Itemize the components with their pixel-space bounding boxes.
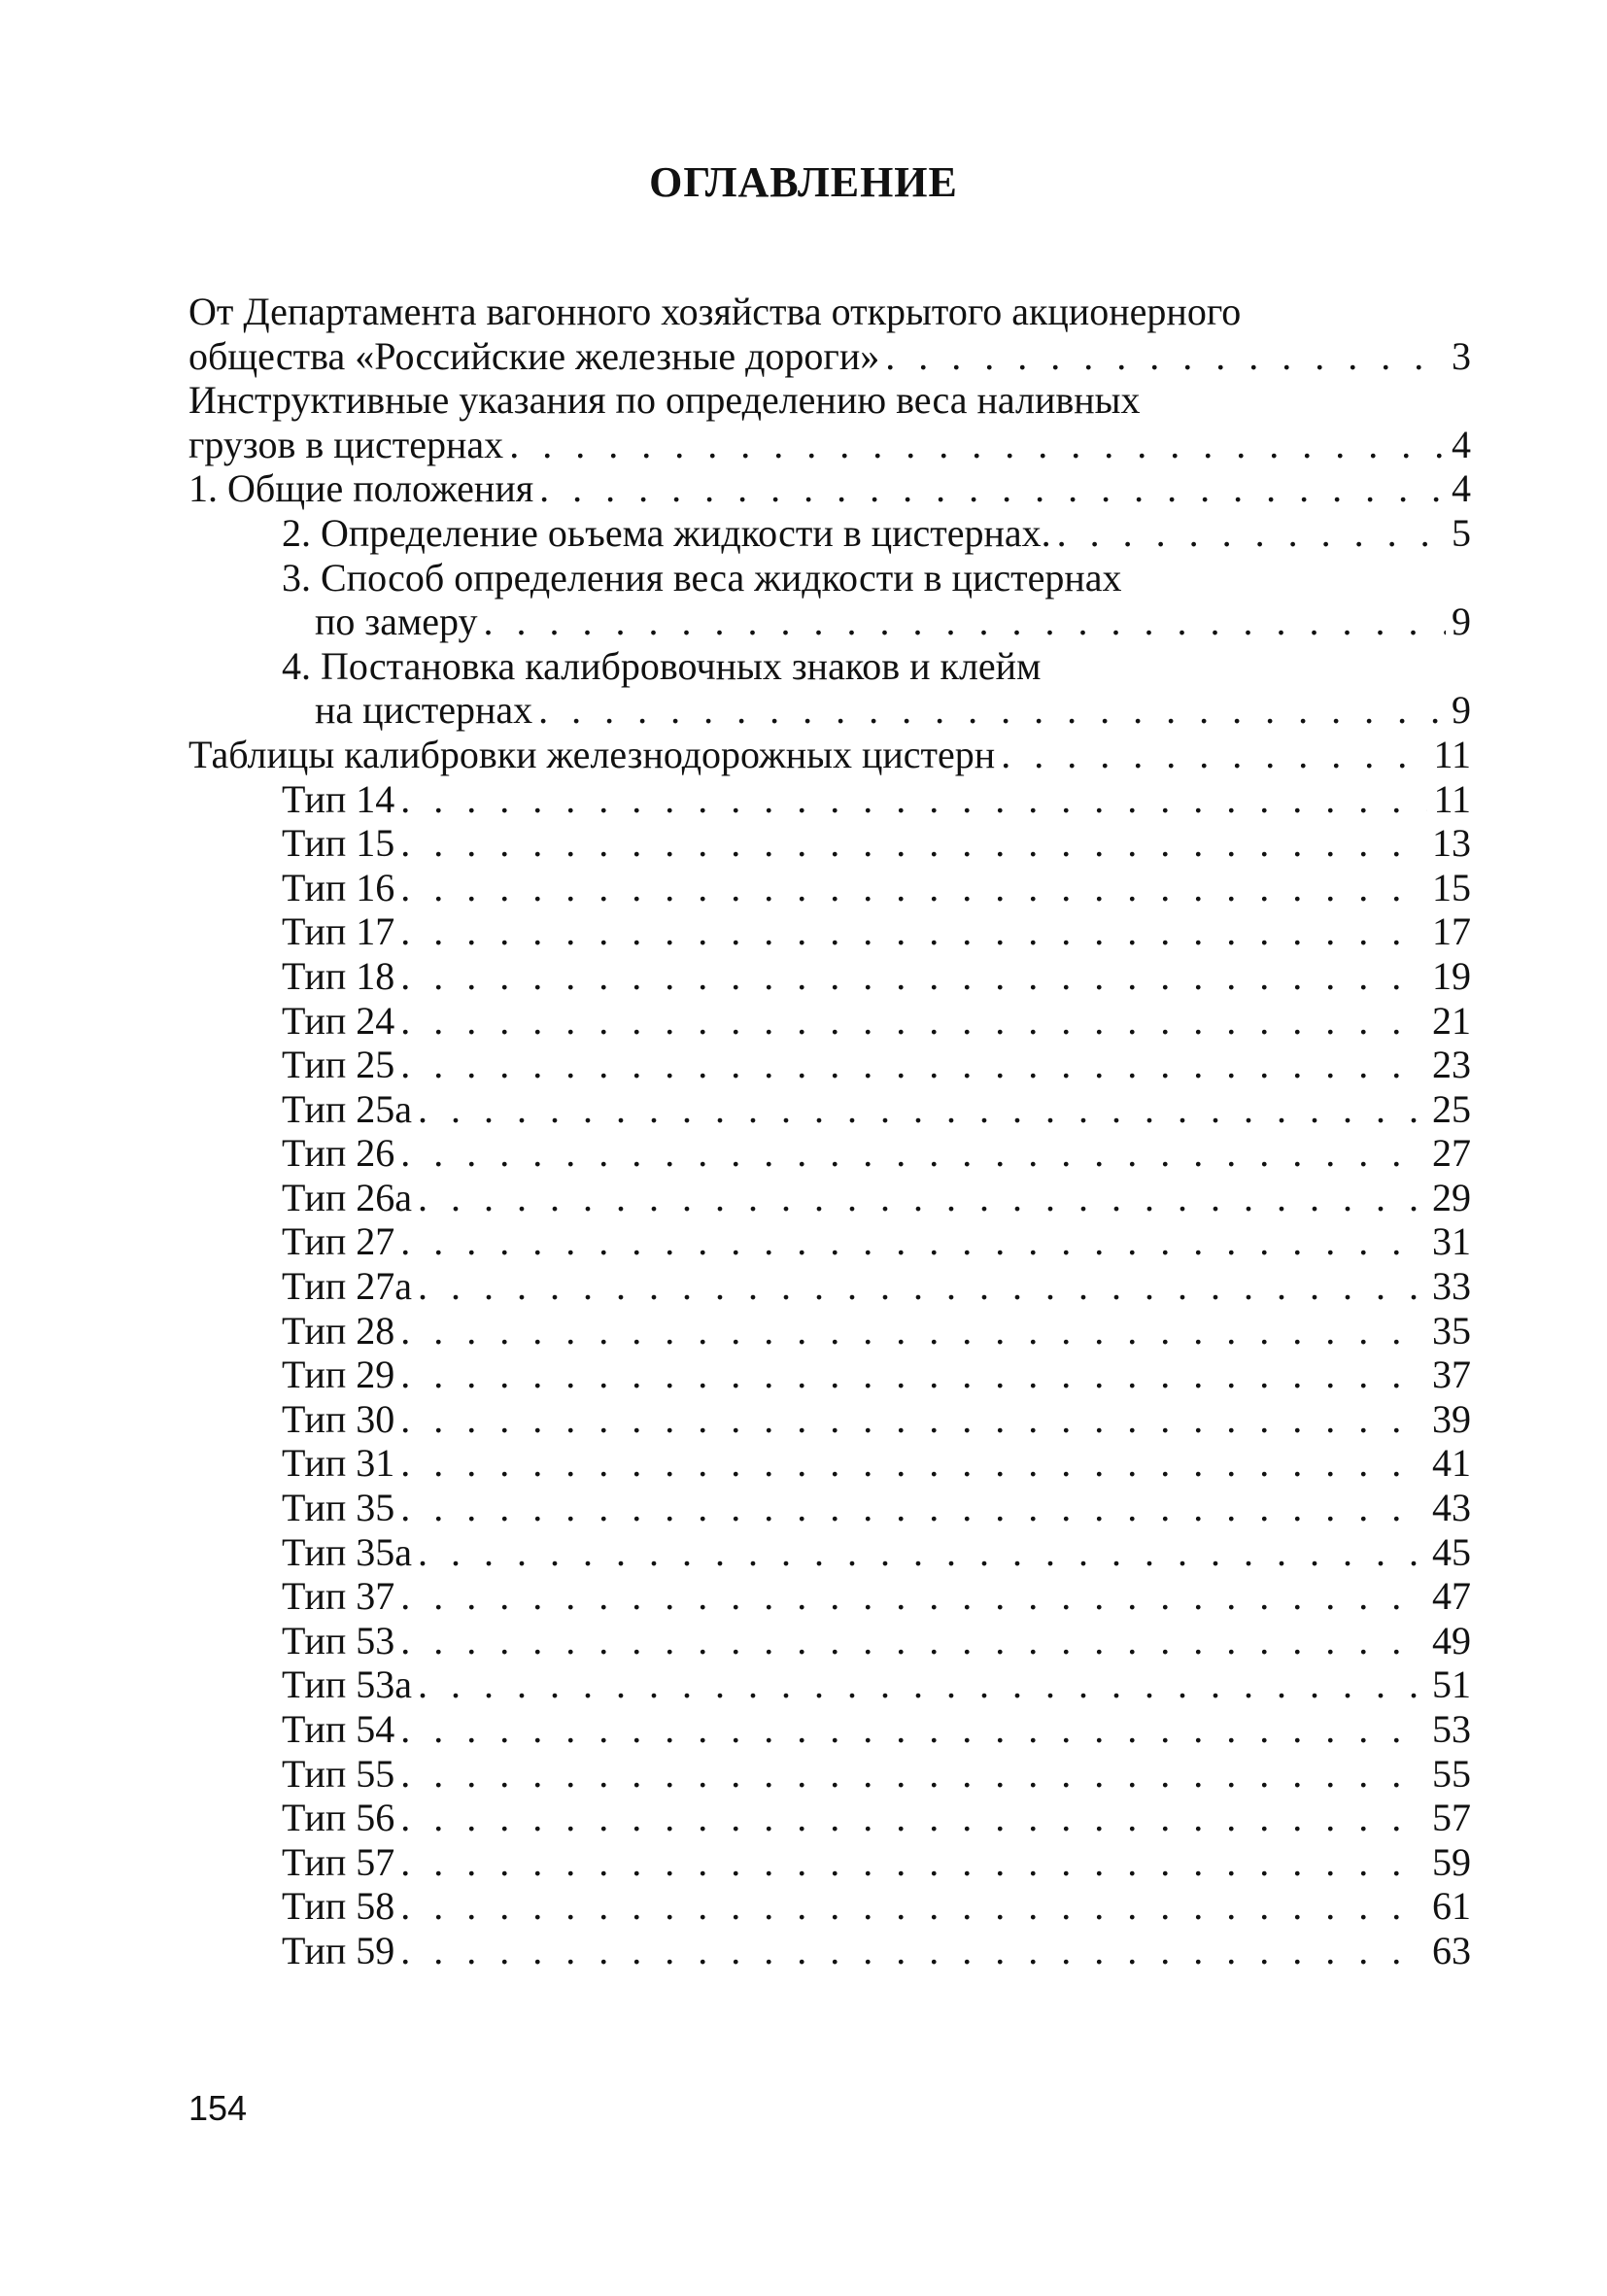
toc-entry-type[interactable] xyxy=(188,1707,1471,1752)
toc-entry-type[interactable] xyxy=(188,1219,1471,1264)
toc-entry-section-4[interactable] xyxy=(188,688,1471,733)
toc-page-number: 63 xyxy=(1432,1928,1471,1972)
toc-page-number: 4 xyxy=(1452,422,1471,466)
toc-entry-text: 4. Постановка калибровочных знаков и клейм xyxy=(282,643,1042,688)
toc-entry-text: Тип 26 xyxy=(282,1131,395,1176)
type-list xyxy=(188,777,1471,1973)
toc-entry-section-1[interactable] xyxy=(188,466,1471,511)
dot-leader xyxy=(400,1796,1426,1840)
toc-page-number: 41 xyxy=(1432,1441,1471,1486)
dot-leader xyxy=(418,1087,1426,1132)
toc-page-number: 5 xyxy=(1452,510,1471,555)
toc-page-number: 17 xyxy=(1432,909,1471,954)
toc-entry-text: Тип 25а xyxy=(282,1086,413,1131)
toc-entry-type[interactable] xyxy=(188,1309,1471,1354)
toc-entry-type[interactable] xyxy=(188,1929,1471,1973)
toc-entry-text: Тип 53а xyxy=(282,1662,413,1707)
toc-entry-text: 2. Определение оьъема жидкости в цистернах. xyxy=(282,510,1051,555)
toc-page-number: 61 xyxy=(1432,1884,1471,1929)
toc-entry-section-3-line1 xyxy=(188,556,1471,600)
dot-leader xyxy=(400,1929,1426,1973)
toc-entry-instructions-line1 xyxy=(188,378,1471,423)
toc-page-number: 29 xyxy=(1432,1175,1471,1219)
toc-entry-text: общества «Российские железные дороги» xyxy=(188,333,880,378)
toc-entry-text: Тип 59 xyxy=(282,1928,395,1972)
dot-leader xyxy=(400,866,1426,910)
dot-leader xyxy=(418,1530,1426,1575)
toc-entry-text: Тип 57 xyxy=(282,1839,395,1884)
toc-entry-text: Тип 30 xyxy=(282,1396,395,1441)
toc-page-number: 27 xyxy=(1432,1131,1471,1176)
toc-entry-text: Тип 58 xyxy=(282,1884,395,1929)
toc-entry-type[interactable] xyxy=(188,1176,1471,1220)
toc-entry-text: Тип 28 xyxy=(282,1308,395,1353)
dot-leader xyxy=(400,1309,1426,1354)
toc-entry-text: Тип 37 xyxy=(282,1574,395,1619)
toc-page-number: 31 xyxy=(1432,1219,1471,1264)
toc-entry-text: Тип 17 xyxy=(282,909,395,954)
toc-entry-type[interactable] xyxy=(188,1619,1471,1663)
toc-entry-type[interactable] xyxy=(188,1486,1471,1530)
toc-page-number: 45 xyxy=(1432,1529,1471,1574)
toc-page-number: 57 xyxy=(1432,1796,1471,1840)
toc-entry-type[interactable] xyxy=(188,909,1471,954)
toc-page-number: 47 xyxy=(1432,1574,1471,1619)
toc-page-number: 11 xyxy=(1433,732,1471,776)
toc-entry-text: Тип 55 xyxy=(282,1751,395,1796)
toc-page-number: 33 xyxy=(1432,1264,1471,1309)
toc-entry-intro-line1 xyxy=(188,290,1471,334)
toc-entry-type[interactable] xyxy=(188,1264,1471,1309)
toc-entry-type[interactable] xyxy=(188,1574,1471,1619)
toc-entry-section-3[interactable] xyxy=(188,600,1471,644)
dot-leader xyxy=(509,423,1446,467)
toc-entry-type[interactable] xyxy=(188,1796,1471,1840)
dot-leader xyxy=(418,1176,1426,1220)
dot-leader xyxy=(1057,511,1446,556)
toc-entry-type[interactable] xyxy=(188,821,1471,866)
toc-entry-instructions[interactable] xyxy=(188,423,1471,467)
dot-leader xyxy=(400,909,1426,954)
toc-page-number: 15 xyxy=(1432,865,1471,909)
toc-entry-text: Тип 35а xyxy=(282,1529,413,1574)
toc-page-number: 21 xyxy=(1432,998,1471,1043)
toc-entry-type[interactable] xyxy=(188,1131,1471,1176)
toc-page-number: 59 xyxy=(1432,1839,1471,1884)
page-title: ОГЛАВЛЕНИЕ xyxy=(649,158,958,206)
toc-entry-text: Тип 16 xyxy=(282,865,395,909)
toc-entry-text: Тип 26а xyxy=(282,1175,413,1219)
toc-entry-text: Тип 25 xyxy=(282,1043,395,1087)
toc-page-number: 3 xyxy=(1452,333,1471,378)
toc-entry-text: 1. Общие положения xyxy=(188,466,534,511)
dot-leader xyxy=(539,466,1446,511)
dot-leader xyxy=(400,777,1427,822)
toc-page-number: 9 xyxy=(1452,688,1471,733)
toc-page-number: 55 xyxy=(1432,1751,1471,1796)
toc-entry-text: От Департамента вагонного хозяйства открытого акционерного xyxy=(188,290,1242,333)
toc-entry-type[interactable] xyxy=(188,1353,1471,1397)
toc-entry-text: Инструктивные указания по определению веса наливных xyxy=(188,378,1141,423)
toc-page-number: 49 xyxy=(1432,1618,1471,1662)
toc-entry-type[interactable] xyxy=(188,999,1471,1044)
toc-entry-type[interactable] xyxy=(188,954,1471,999)
dot-leader xyxy=(400,821,1426,866)
toc-entry-type[interactable] xyxy=(188,866,1471,910)
toc-entry-type[interactable] xyxy=(188,1752,1471,1797)
toc-entry-text: Тип 35 xyxy=(282,1486,395,1530)
dot-leader xyxy=(400,1043,1426,1087)
toc-entry-type[interactable] xyxy=(188,777,1471,822)
dot-leader xyxy=(1001,733,1427,777)
dot-leader xyxy=(400,954,1426,999)
toc-entry-type[interactable] xyxy=(188,1840,1471,1885)
dot-leader xyxy=(400,1353,1426,1397)
dot-leader xyxy=(400,1574,1426,1619)
toc-entry-text: Тип 24 xyxy=(282,998,395,1043)
toc-entry-tables[interactable] xyxy=(188,733,1471,777)
dot-leader xyxy=(400,1840,1426,1885)
dot-leader xyxy=(885,334,1446,379)
toc-entry-text: Тип 56 xyxy=(282,1796,395,1840)
toc-page-number: 51 xyxy=(1432,1662,1471,1707)
dot-leader xyxy=(418,1662,1426,1707)
toc-page-number: 43 xyxy=(1432,1486,1471,1530)
toc-entry-text: по замеру xyxy=(315,600,478,644)
toc-entry-text: Тип 27 xyxy=(282,1219,395,1264)
toc-entry-text: Тип 29 xyxy=(282,1353,395,1397)
dot-leader xyxy=(400,1441,1426,1486)
toc-entry-text: Тип 18 xyxy=(282,953,395,998)
toc-page-number: 19 xyxy=(1432,953,1471,998)
toc-page-number: 23 xyxy=(1432,1043,1471,1087)
dot-leader xyxy=(400,999,1426,1044)
toc-entry-type[interactable] xyxy=(188,1397,1471,1442)
toc-page-number: 11 xyxy=(1433,776,1471,821)
toc-entry-text: Тип 27а xyxy=(282,1264,413,1309)
toc-entry-text: Тип 53 xyxy=(282,1618,395,1662)
dot-leader xyxy=(400,1397,1426,1442)
toc-entry-type[interactable] xyxy=(188,1441,1471,1486)
toc-entry-text: 3. Способ определения веса жидкости в цистернах xyxy=(282,555,1122,600)
page-number: 154 xyxy=(188,2088,248,2128)
dot-leader xyxy=(400,1486,1426,1530)
dot-leader xyxy=(418,1264,1426,1309)
toc-page-number: 13 xyxy=(1432,821,1471,866)
toc-entry-text: Тип 14 xyxy=(282,776,395,821)
toc-entry-text: Таблицы калибровки железнодорожных цистерн xyxy=(188,732,996,776)
toc-page-number: 37 xyxy=(1432,1353,1471,1397)
dot-leader xyxy=(538,688,1446,733)
toc-entry-text: Тип 15 xyxy=(282,821,395,866)
dot-leader xyxy=(484,600,1447,644)
toc-page-number: 9 xyxy=(1452,600,1471,644)
toc-page-number: 4 xyxy=(1452,466,1471,511)
toc-entry-intro[interactable] xyxy=(188,334,1471,379)
toc-entry-text: Тип 31 xyxy=(282,1441,395,1486)
dot-leader xyxy=(400,1707,1426,1752)
dot-leader xyxy=(400,1619,1426,1663)
toc-page-number: 53 xyxy=(1432,1707,1471,1751)
toc-entry-type[interactable] xyxy=(188,1530,1471,1575)
toc-entry-type[interactable] xyxy=(188,1043,1471,1087)
table-of-contents xyxy=(188,290,1471,1973)
toc-entry-type[interactable] xyxy=(188,1662,1471,1707)
toc-entry-type[interactable] xyxy=(188,1884,1471,1929)
toc-page-number: 39 xyxy=(1432,1396,1471,1441)
toc-entry-text: Тип 54 xyxy=(282,1707,395,1751)
toc-entry-type[interactable] xyxy=(188,1087,1471,1132)
toc-entry-section-2[interactable] xyxy=(188,511,1471,556)
toc-page-number: 35 xyxy=(1432,1308,1471,1353)
dot-leader xyxy=(400,1752,1426,1797)
dot-leader xyxy=(400,1884,1426,1929)
toc-page-number: 25 xyxy=(1432,1086,1471,1131)
dot-leader xyxy=(400,1131,1426,1176)
dot-leader xyxy=(400,1219,1426,1264)
toc-entry-text: на цистернах xyxy=(315,688,533,733)
toc-entry-text: грузов в цистернах xyxy=(188,422,504,466)
toc-entry-section-4-line1 xyxy=(188,644,1471,689)
